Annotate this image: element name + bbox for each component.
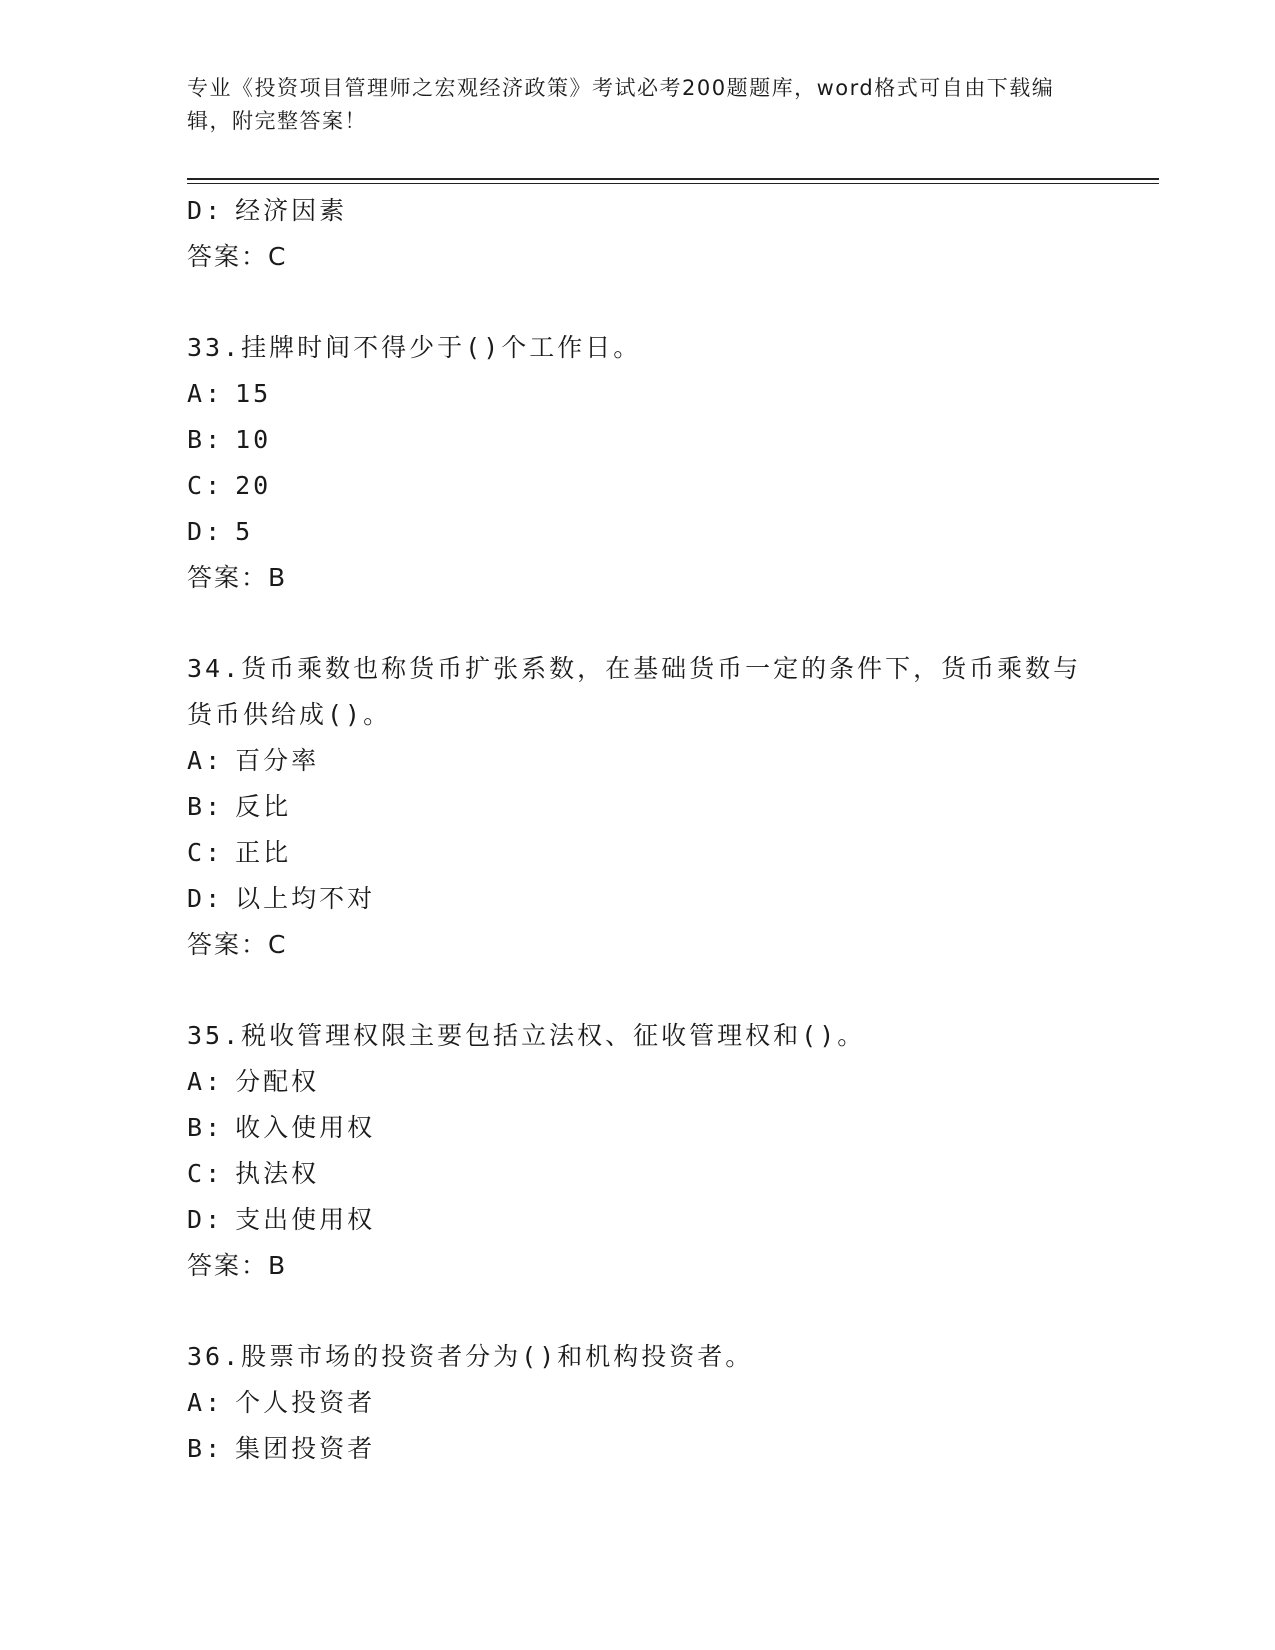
option-line: D: 以上均不对 xyxy=(187,884,376,913)
option-line: C: 执法权 xyxy=(187,1159,320,1188)
option-line: D: 经济因素 xyxy=(187,196,348,225)
option-line: C: 正比 xyxy=(187,838,292,867)
option-line: B: 10 xyxy=(187,425,272,454)
option-line: A: 分配权 xyxy=(187,1067,320,1096)
question-stem: 35.税收管理权限主要包括立法权、征收管理权和()。 xyxy=(187,1021,866,1050)
option-line: B: 反比 xyxy=(187,792,292,821)
answer-line: 答案：C xyxy=(187,930,288,959)
option-line: A: 个人投资者 xyxy=(187,1388,376,1417)
option-line: D: 5 xyxy=(187,517,254,546)
question-stem: 36.股票市场的投资者分为()和机构投资者。 xyxy=(187,1342,754,1371)
answer-line: 答案：B xyxy=(187,563,288,592)
question-stem: 33.挂牌时间不得少于()个工作日。 xyxy=(187,333,642,362)
option-line: A: 百分率 xyxy=(187,746,320,775)
option-line: D: 支出使用权 xyxy=(187,1205,376,1234)
answer-line: 答案：B xyxy=(187,1251,288,1280)
option-line: A: 15 xyxy=(187,379,272,408)
header-rule-thin xyxy=(187,183,1159,184)
document-body xyxy=(187,188,1087,1472)
document-header: 专业《投资项目管理师之宏观经济政策》考试必考200题题库，word格式可自由下载编辑，附完整答案！ xyxy=(187,76,1055,133)
answer-line: 答案：C xyxy=(187,242,288,271)
header-rule-thick xyxy=(187,178,1159,180)
option-line: C: 20 xyxy=(187,471,272,500)
question-stem: 34.货币乘数也称货币扩张系数，在基础货币一定的条件下，货币乘数与货币供给成()。 xyxy=(187,654,1082,729)
option-line: B: 收入使用权 xyxy=(187,1113,376,1142)
option-line: B: 集团投资者 xyxy=(187,1434,376,1463)
